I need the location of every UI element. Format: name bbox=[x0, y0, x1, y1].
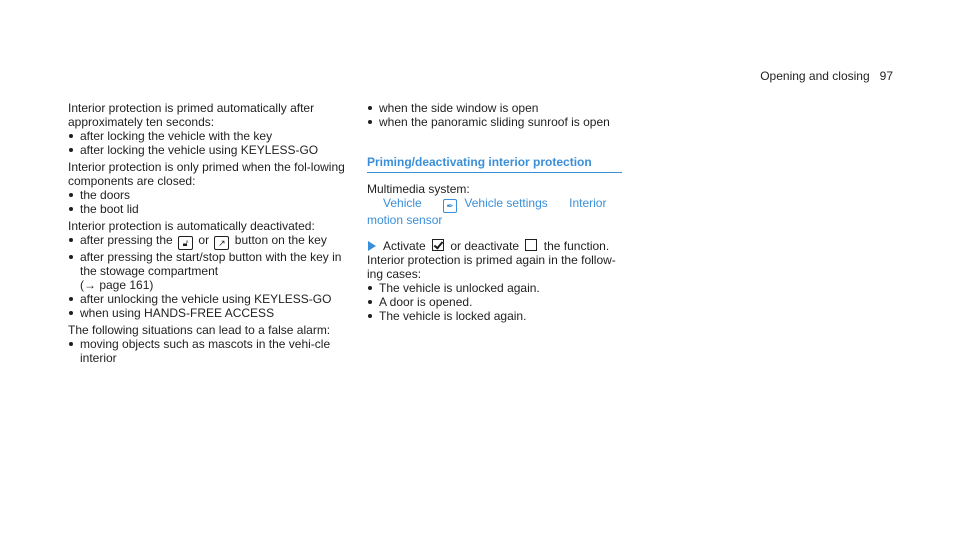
path-vehicle: Vehicle bbox=[383, 196, 422, 210]
list-item: The vehicle is unlocked again. bbox=[367, 281, 622, 295]
list-primed-conditions bbox=[68, 129, 348, 157]
list-item: A door is opened. bbox=[367, 295, 622, 309]
page-reference: (→ page 161) bbox=[80, 278, 154, 292]
path-vehicle-settings: Vehicle settings bbox=[464, 196, 548, 210]
list-item: the doors bbox=[68, 188, 348, 202]
list-item: after unlocking the vehicle using KEYLESS-GO bbox=[68, 292, 348, 306]
system-label: Multimedia system: bbox=[367, 182, 470, 196]
checkbox-empty-icon bbox=[525, 239, 537, 251]
step-arrow-icon bbox=[368, 241, 376, 251]
unlock-icon: 🔓︎ bbox=[178, 236, 193, 250]
section-header-title: Opening and closing bbox=[760, 69, 870, 83]
paragraph-primed-again: Interior protection is primed again in the follow-ing cases: bbox=[367, 253, 616, 281]
list-item: after locking the vehicle using KEYLESS-GO bbox=[68, 143, 348, 157]
paragraph-primed-auto: Interior protection is primed automatically after approximately ten seconds: bbox=[68, 101, 315, 129]
list-item: after locking the vehicle with the key bbox=[68, 129, 348, 143]
section-title: Priming/deactivating interior protection bbox=[367, 155, 622, 173]
path-interior: Interior bbox=[569, 196, 607, 210]
paragraph-closed-components: Interior protection is only primed when the fol-lowing components are closed: bbox=[68, 160, 345, 188]
list-item: after pressing the 🔓︎ or ↗ button on the key bbox=[68, 233, 348, 250]
paragraph-false-alarm: The following situations can lead to a false alarm: bbox=[68, 323, 331, 337]
list-primed-again bbox=[367, 281, 622, 323]
list-item: when the side window is open bbox=[367, 101, 622, 115]
vehicle-settings-icon: ✒ bbox=[443, 199, 457, 213]
menu-path bbox=[367, 196, 622, 227]
list-item: when the panoramic sliding sunroof is open bbox=[367, 115, 622, 129]
checkbox-checked-icon bbox=[432, 239, 444, 251]
list-false-alarm-continued bbox=[367, 101, 622, 129]
list-closed-components bbox=[68, 188, 348, 216]
boot-lid-icon: ↗ bbox=[214, 236, 229, 250]
list-false-alarm bbox=[68, 337, 348, 365]
list-item: after pressing the start/stop button with the key in the stowage compartment (→ page 161) bbox=[68, 250, 348, 292]
list-item: The vehicle is locked again. bbox=[367, 309, 622, 323]
list-item: when using HANDS-FREE ACCESS bbox=[68, 306, 348, 320]
right-column bbox=[367, 101, 622, 323]
left-column bbox=[68, 101, 348, 365]
list-item: moving objects such as mascots in the vehi-cle interior bbox=[68, 337, 348, 365]
list-item: the boot lid bbox=[68, 202, 348, 216]
paragraph-auto-deactivated: Interior protection is automatically deactivated: bbox=[68, 219, 315, 233]
instruction-step: Activate or deactivate the function. bbox=[367, 239, 622, 253]
path-motion-sensor: motion sensor bbox=[367, 213, 443, 227]
page-header bbox=[760, 69, 893, 83]
page-number: 97 bbox=[879, 69, 893, 83]
list-deactivation-conditions bbox=[68, 233, 348, 320]
